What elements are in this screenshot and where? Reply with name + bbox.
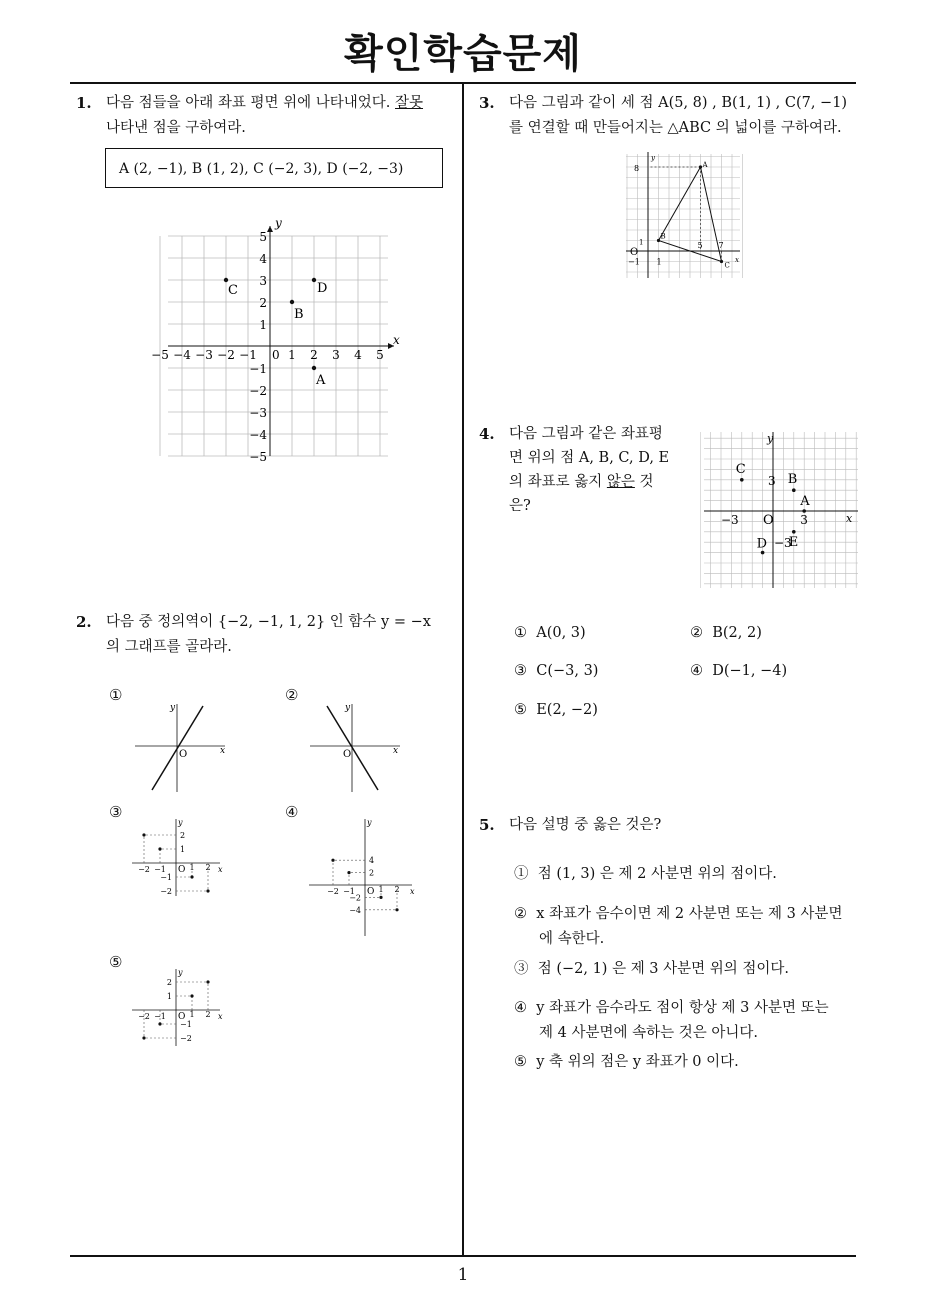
- q3-x1: 1: [656, 257, 662, 267]
- q3-triangle-graph: [622, 150, 744, 280]
- q4-choice-3[interactable]: [514, 663, 598, 679]
- q2-choice-4-number: ④: [285, 803, 299, 821]
- q5-choice-2[interactable]: [514, 902, 842, 952]
- q4-point-label-E: E: [788, 534, 799, 550]
- q1-point-A: [312, 366, 316, 370]
- q4-x3: 3: [800, 513, 808, 527]
- q2-g3-xtick: 1: [189, 863, 195, 872]
- q4-point-A: [802, 509, 806, 513]
- q5-choice-2-line-1: x 좌표가 음수이면 제 2 사분면 또는 제 3 사분면: [536, 906, 843, 922]
- q3-point-label-C: C: [724, 261, 730, 270]
- q2-g5-ytick: 1: [166, 992, 172, 1001]
- q2-graph-3: [128, 815, 228, 900]
- q1-point-D: [312, 278, 316, 282]
- q1-ytick: −2: [249, 384, 267, 398]
- q1-xtick: 2: [310, 348, 318, 362]
- q2-text-a: 다음 중 정의역이 {−2, −1, 1, 2} 인 함수 y = −x: [106, 614, 431, 630]
- q4-choice-5-text: E(2, −2): [536, 702, 598, 718]
- q2-g1-origin: O: [179, 749, 188, 760]
- q2-graph-1: [130, 700, 230, 795]
- q2-g4-point: [395, 908, 398, 911]
- q3-point-label-A: A: [702, 161, 708, 169]
- q4-point-C: [740, 478, 744, 482]
- q2-text: [106, 610, 461, 660]
- q2-g3-ytick: −2: [160, 887, 172, 896]
- q4-choice-4[interactable]: [690, 663, 787, 679]
- q4-y3: 3: [768, 473, 776, 488]
- q4-line-3-tail: 것: [634, 474, 654, 490]
- q4-underlined: 않은: [606, 474, 635, 490]
- q1-xlabel: x: [393, 333, 400, 347]
- q4-point-label-D: D: [756, 536, 768, 552]
- q2-g5-xlabel: x: [218, 1012, 223, 1021]
- q2-g4-xtick: 2: [394, 885, 400, 894]
- q4-ym3: −3: [774, 536, 792, 551]
- q1-xtick: 1: [288, 348, 296, 362]
- q2-graph-2: [305, 700, 405, 795]
- q1-text-underlined: 잘못: [395, 95, 424, 111]
- q3-y8: 8: [634, 164, 640, 173]
- q5-choice-5[interactable]: [514, 1050, 739, 1071]
- q2-g4-ytick: 2: [369, 868, 375, 878]
- q1-ytick: 2: [259, 296, 267, 310]
- q1-coordinate-plane: [150, 210, 410, 470]
- q5-choice-1[interactable]: [514, 862, 777, 883]
- q1-ytick: 1: [259, 318, 267, 332]
- q5-choice-3-num: ③: [514, 961, 529, 977]
- q2-g3-ytick: 1: [180, 845, 186, 854]
- q2-g3-ytick: −1: [160, 873, 172, 882]
- q5-number: 5.: [479, 816, 495, 834]
- q4-point-E: [792, 530, 796, 534]
- q2-g3-ylabel: y: [178, 818, 183, 827]
- q4-line-4: 은?: [509, 498, 531, 514]
- q2-g5-xtick: −2: [138, 1012, 150, 1021]
- q2-choice-5-number: ⑤: [109, 953, 123, 971]
- q2-g3-origin: O: [178, 865, 186, 875]
- q2-g3-xtick: −2: [138, 865, 150, 874]
- q2-g4-xtick: −2: [327, 887, 339, 896]
- q2-g3-xtick: −1: [154, 865, 166, 874]
- q2-g1-xlabel: x: [220, 746, 226, 756]
- q1-ytick: −3: [249, 406, 267, 420]
- q5-choice-4-line-1: y 좌표가 음수라도 점이 항상 제 3 사분면 또는: [536, 1000, 829, 1016]
- q2-g4-xtick: −1: [343, 887, 355, 896]
- q5-choice-3-text: 점 (−2, 1) 은 제 3 사분면 위의 점이다.: [537, 961, 790, 977]
- q1-xtick: −5: [151, 348, 169, 362]
- q2-g4-ylabel: y: [367, 818, 372, 827]
- q2-g3-point: [158, 847, 161, 850]
- q3-origin: O: [630, 247, 639, 258]
- q1-xtick: −3: [195, 348, 213, 362]
- q2-text-b: 의 그래프를 골라라.: [106, 639, 232, 655]
- q2-g5-point: [206, 980, 209, 983]
- q1-text: [106, 91, 461, 141]
- q2-g5-point: [158, 1022, 161, 1025]
- q2-g5-xtick: −1: [154, 1012, 166, 1021]
- q1-xtick: 3: [332, 348, 340, 362]
- q5-choice-2-line-2: 에 속한다.: [539, 931, 605, 947]
- q1-xtick: −2: [217, 348, 235, 362]
- q2-g5-ylabel: y: [178, 968, 183, 977]
- q1-text-b: 나타낸 점을 구하여라.: [106, 120, 246, 136]
- q2-g4-point: [331, 859, 334, 862]
- q5-choice-4-num: ④: [514, 1000, 527, 1016]
- q4-choice-4-text: D(−1, −4): [712, 663, 788, 679]
- q1-point-B: [290, 300, 294, 304]
- q3-x5: 5: [697, 241, 703, 250]
- q4-point-label-B: B: [787, 472, 798, 488]
- q1-ytick: −1: [249, 362, 267, 376]
- q3-ylabel: y: [651, 154, 655, 162]
- q1-point-label-D: D: [317, 281, 328, 296]
- q4-choice-2-num: ②: [690, 625, 703, 641]
- q4-ylabel: y: [767, 432, 774, 445]
- q2-g3-point: [142, 833, 145, 836]
- q2-g2-ylabel: y: [345, 703, 351, 713]
- q1-ytick: 4: [259, 252, 267, 266]
- q2-g4-ytick: 4: [369, 856, 375, 866]
- q4-text: [509, 422, 689, 518]
- q4-choice-5-num: ⑤: [514, 702, 527, 718]
- q4-xlabel: x: [846, 512, 853, 525]
- q5-choice-5-text: y 축 위의 점은 y 좌표가 0 이다.: [536, 1054, 739, 1070]
- q4-point-label-C: C: [735, 461, 746, 477]
- q2-choice-2-number: ②: [285, 686, 299, 704]
- q3-point-label-B: B: [660, 232, 666, 241]
- q3-y1: 1: [639, 238, 644, 247]
- q2-g4-point: [347, 871, 350, 874]
- q4-choice-3-text: C(−3, 3): [536, 663, 599, 679]
- q2-g3-xtick: 2: [205, 863, 211, 872]
- q2-g4-xtick: 1: [378, 885, 384, 894]
- q5-choice-4[interactable]: [514, 996, 829, 1046]
- q2-number: 2.: [76, 613, 92, 631]
- q2-g5-point: [190, 994, 193, 997]
- page-title: 확인학습문제: [344, 31, 582, 77]
- q2-g4-xlabel: x: [410, 887, 415, 896]
- q1-xtick: −4: [173, 348, 191, 362]
- q4-line-3: 의 좌표로 옳지: [509, 474, 607, 490]
- q4-choice-5[interactable]: [514, 702, 598, 718]
- q1-ytick: −4: [249, 428, 267, 442]
- q5-choice-4-line-2: 제 4 사분면에 속하는 것은 아니다.: [539, 1025, 758, 1041]
- q4-choice-2[interactable]: [690, 625, 762, 641]
- q4-choice-2-text: B(2, 2): [712, 625, 762, 641]
- q4-line-2: 면 위의 점 A, B, C, D, E: [509, 450, 670, 466]
- q2-choice-1-number: ①: [109, 686, 123, 704]
- q3-number: 3.: [479, 94, 495, 112]
- q3-ym1: −1: [628, 257, 640, 267]
- q2-g4-ytick: −2: [349, 893, 361, 903]
- q1-origin: 0: [272, 348, 280, 362]
- q2-graph-5: [128, 965, 228, 1050]
- q3-text-a: 다음 그림과 같이 세 점 A(5, 8) , B(1, 1) , C(7, −1): [509, 95, 848, 111]
- page-number: 1: [457, 1265, 469, 1285]
- q4-number: 4.: [479, 425, 495, 443]
- q2-g4-origin: O: [367, 887, 375, 897]
- q5-choice-1-text: 점 (1, 3) 은 제 2 사분면 위의 점이다.: [537, 866, 777, 882]
- q5-choice-1-num: ①: [514, 866, 529, 882]
- column-divider: [462, 83, 464, 1256]
- q1-point-label-B: B: [294, 307, 304, 322]
- q2-g2-xlabel: x: [393, 746, 399, 756]
- q4-point-B: [792, 488, 796, 492]
- q1-ylabel: y: [275, 216, 282, 230]
- q1-xtick: −1: [239, 348, 257, 362]
- q1-xtick: 4: [354, 348, 362, 362]
- q2-g5-ytick: −1: [180, 1020, 192, 1029]
- q5-choice-5-num: ⑤: [514, 1054, 527, 1070]
- q4-xm3: −3: [721, 513, 739, 527]
- q2-g5-ytick: −2: [180, 1034, 192, 1043]
- q2-g1-ylabel: y: [170, 703, 176, 713]
- q3-text: [509, 91, 869, 141]
- q1-text-a: 다음 점들을 아래 좌표 평면 위에 나타내었다.: [106, 95, 395, 111]
- q4-line-1: 다음 그림과 같은 좌표평: [509, 426, 663, 442]
- q4-choice-1-num: ①: [514, 625, 527, 641]
- q4-coordinate-plane: [700, 428, 862, 593]
- q1-point-C: [224, 278, 228, 282]
- q3-point-C: [720, 260, 723, 263]
- q4-point-label-A: A: [800, 494, 810, 509]
- q1-ytick: 5: [259, 230, 267, 244]
- q4-choice-4-num: ④: [690, 663, 703, 679]
- q3-text-b: 를 연결할 때 만들어지는 △ABC 의 넓이를 구하여라.: [509, 120, 842, 136]
- q4-choice-1[interactable]: [514, 625, 586, 641]
- q1-ytick: 3: [259, 274, 267, 288]
- q4-origin: O: [763, 513, 774, 528]
- q3-x7: 7: [718, 241, 724, 250]
- q4-choice-3-num: ③: [514, 663, 527, 679]
- q5-text: 다음 설명 중 옳은 것은?: [509, 817, 662, 833]
- q5-choice-3[interactable]: [514, 957, 789, 978]
- q1-point-label-A: A: [316, 373, 326, 388]
- q1-xtick: 5: [376, 348, 384, 362]
- q2-g3-ytick: 2: [180, 831, 186, 840]
- q5-choice-2-num: ②: [514, 906, 527, 922]
- q3-xlabel: x: [735, 256, 739, 264]
- footer-rule: [70, 1255, 856, 1257]
- q2-choice-3-number: ③: [109, 803, 123, 821]
- q2-g5-origin: O: [178, 1012, 186, 1022]
- q2-g5-point: [142, 1036, 145, 1039]
- q1-number: 1.: [76, 94, 92, 112]
- q1-ytick: −5: [249, 450, 267, 464]
- q2-g3-xlabel: x: [218, 865, 223, 874]
- q2-g5-xtick: 2: [205, 1010, 211, 1019]
- q2-g5-ytick: 2: [166, 978, 172, 987]
- q4-choice-1-text: A(0, 3): [536, 625, 586, 641]
- q2-g2-origin: O: [343, 749, 352, 760]
- q1-point-label-C: C: [228, 283, 238, 298]
- q2-g3-point: [206, 889, 209, 892]
- q2-g3-point: [190, 875, 193, 878]
- q2-g4-point: [379, 896, 382, 899]
- q1-points-box: A (2, −1), B (1, 2), C (−2, 3), D (−2, −3): [105, 148, 443, 188]
- q2-g4-ytick: −4: [349, 905, 361, 915]
- q2-graph-4: [305, 815, 420, 940]
- q2-g5-xtick: 1: [189, 1010, 195, 1019]
